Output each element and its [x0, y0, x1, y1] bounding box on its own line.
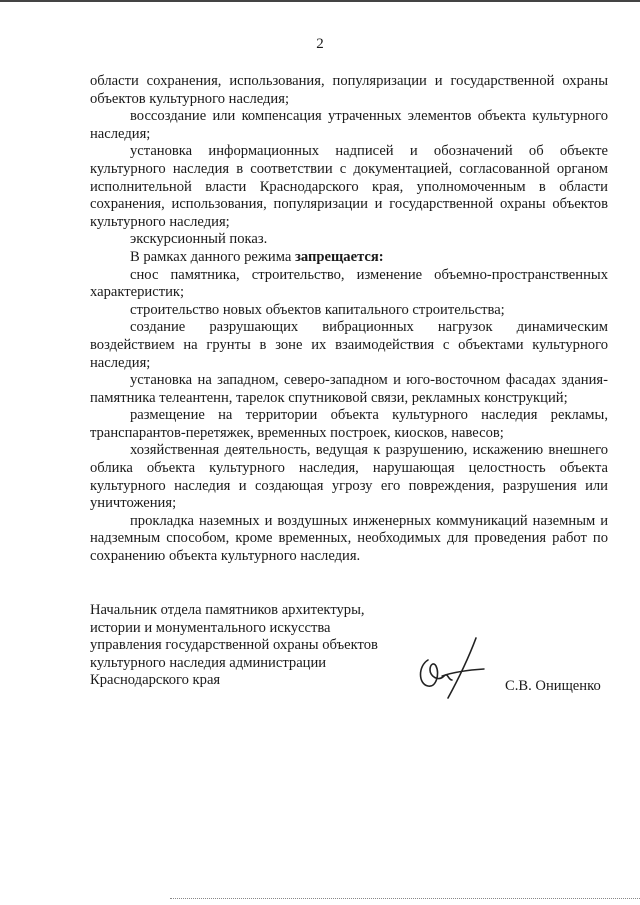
handwritten-signature [414, 636, 494, 700]
regime-intro: В рамках данного режима [130, 248, 292, 265]
bottom-border-line [170, 898, 640, 900]
paragraph: установка информационных надписей и обозначений об объекте культурного наследия в соответствии с документацией, согласованной органом исполнительной власти Краснодарского края, уполномоченным в области сохранения, использования, популяризации и государственной охраны объектов культурного наследия; [90, 143, 608, 230]
paragraph: воссоздание или компенсация утраченных элементов объекта культурного наследия; [90, 108, 608, 142]
paragraph: строительство новых объектов капитального строительства; [130, 301, 505, 318]
signatory-title-line: Начальник отдела памятников архитектуры, [90, 602, 365, 618]
document-body [90, 73, 608, 566]
signatory-title-line: Краснодарского края [90, 672, 221, 689]
paragraph: снос памятника, строительство, изменение объемно-пространственных характеристик; [90, 266, 608, 301]
paragraph: создание разрушающих вибрационных нагрузок динамическим воздействием на грунты в зоне их взаимодействия с объектами культурного наследия; [90, 319, 608, 371]
paragraph: экскурсионный показ. [130, 231, 268, 248]
paragraph: прокладка наземных и воздушных инженерных коммуникаций наземным и надземным способом, кроме временных, необходимых для проведения работ по сохранению объекта культурного наследия. [90, 512, 608, 565]
page-number: 2 [316, 36, 324, 52]
signatory-title-line: управления государственной охраны объектов [90, 637, 378, 654]
signatory-title [90, 602, 378, 690]
regime-prohibited: запрещается: [295, 248, 384, 265]
regime-heading [90, 249, 608, 267]
paragraph: размещение на территории объекта культурного наследия рекламы, транспарантов-перетяжек, временных построек, киосков, навесов; [90, 407, 608, 441]
paragraph: установка на западном, северо-западном и юго-восточном фасадах здания-памятника телеантенн, тарелок спутниковой связи, рекламных конструкций; [90, 372, 608, 406]
top-border-line [0, 0, 640, 2]
paragraph: хозяйственная деятельность, ведущая к разрушению, искажению внешнего облика объекта культурного наследия, нарушающая целостность объекта культурного наследия и создающая угрозу его повреждения, разрушения или уничтожения; [90, 442, 608, 512]
signatory-title-line: культурного наследия администрации [90, 654, 327, 671]
signatory-title-line: истории и монументального искусства [90, 619, 331, 636]
signatory-name: С.В. Онищенко [505, 678, 601, 694]
paragraph: области сохранения, использования, популяризации и государственной охраны объектов культурного наследия; [90, 73, 608, 107]
